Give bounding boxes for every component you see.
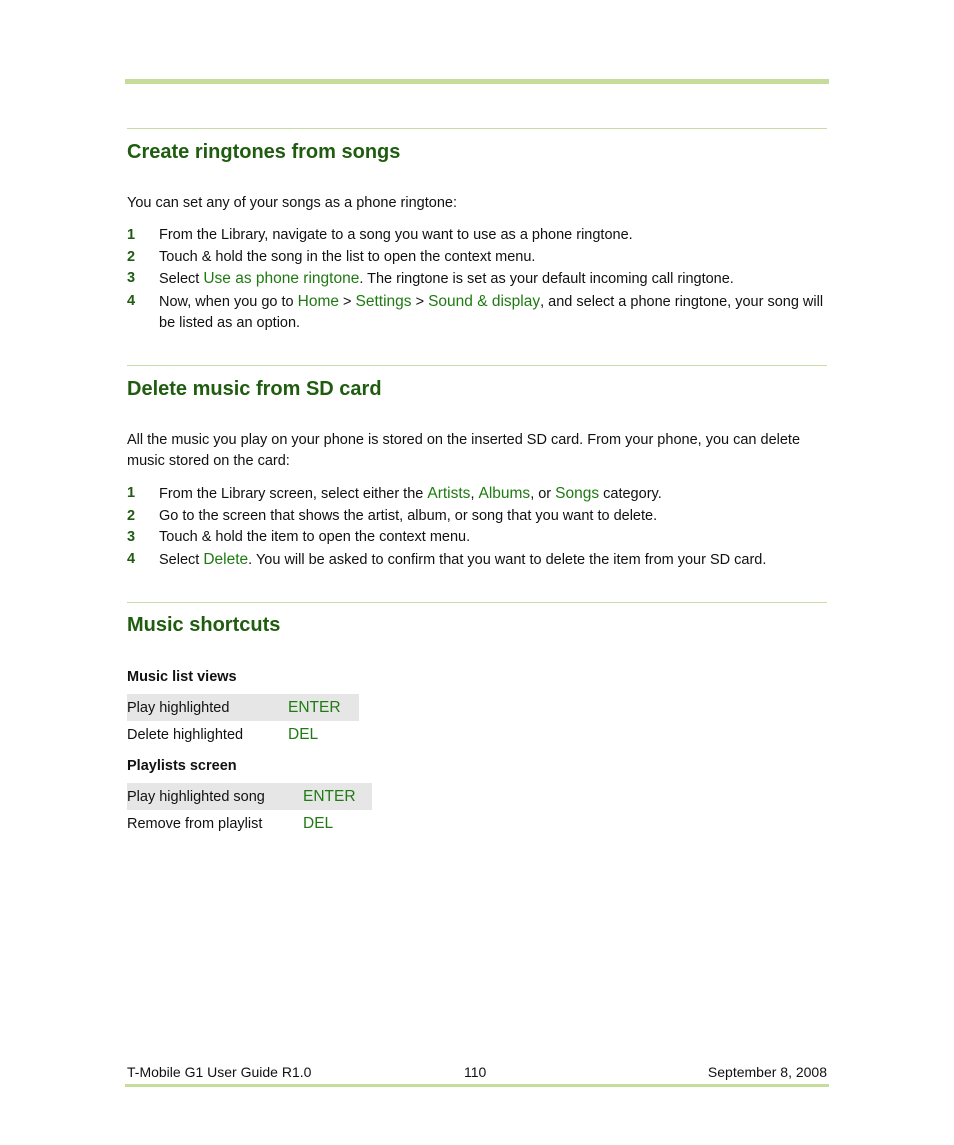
shortcut-action: Play highlighted — [127, 694, 288, 721]
step-number: 3 — [127, 529, 136, 545]
section-divider — [127, 602, 827, 603]
step-text: Go to the screen that shows the artist, album, or song that you want to delete. — [159, 507, 658, 524]
ui-term-use-as-ringtone: Use as phone ringtone — [203, 270, 360, 287]
step-number: 1 — [127, 227, 136, 243]
step-text-pre: Now, when you go to — [159, 293, 298, 310]
shortcut-action: Play highlighted song — [127, 783, 303, 810]
step-number: 2 — [127, 507, 136, 524]
table-row — [127, 721, 359, 748]
step-text-pre: Select — [159, 271, 204, 287]
table-row — [127, 694, 359, 721]
ui-term-artists: Artists — [427, 485, 471, 502]
step-text-pre: Select — [159, 551, 204, 568]
ui-term-home: Home — [297, 292, 340, 310]
shortcut-key: ENTER — [288, 694, 359, 721]
step-number: 1 — [127, 485, 136, 501]
footer-page-number: 110 — [464, 1064, 487, 1080]
table-row — [127, 810, 372, 837]
section-divider — [127, 365, 827, 366]
steps-list — [127, 225, 827, 335]
step-text-post: , and select a phone ringtone, your song will be listed as an option. — [159, 293, 824, 331]
section-heading-delete-music: Delete music from SD card — [127, 378, 382, 400]
table-row — [127, 783, 372, 810]
ui-term-sound-display: Sound & display — [428, 292, 541, 310]
list-item — [127, 268, 827, 291]
step-number: 4 — [127, 292, 136, 309]
step-text-sep: , or — [530, 486, 556, 502]
table-title-music-list-views: Music list views — [127, 669, 237, 685]
path-separator: > — [339, 293, 356, 310]
steps-list — [127, 483, 827, 571]
shortcut-action: Delete highlighted — [127, 726, 244, 743]
list-item — [127, 291, 827, 335]
step-text-pre: From the Library screen, select either the — [159, 486, 428, 502]
shortcut-action: Remove from playlist — [127, 815, 263, 832]
section-heading-music-shortcuts: Music shortcuts — [127, 614, 281, 636]
ui-term-settings: Settings — [355, 292, 412, 310]
step-number: 3 — [127, 270, 136, 286]
step-text: From the Library, navigate to a song you want to use as a phone ringtone. — [159, 227, 633, 243]
ui-term-delete: Delete — [203, 550, 249, 568]
section-intro: You can set any of your songs as a phone ringtone: — [127, 195, 457, 211]
shortcut-key: DEL — [303, 814, 334, 832]
section-heading-ringtones: Create ringtones from songs — [127, 141, 401, 163]
step-text: Touch & hold the song in the list to open the context menu. — [159, 248, 536, 265]
footer-rule — [125, 1084, 829, 1087]
path-separator: > — [411, 293, 429, 310]
section-divider — [127, 128, 827, 129]
ui-term-albums: Albums — [478, 485, 531, 502]
shortcut-table-playlists — [127, 783, 372, 837]
list-item — [127, 549, 827, 572]
ui-term-songs: Songs — [555, 485, 600, 502]
step-text-post: category. — [599, 486, 662, 502]
shortcut-key: DEL — [288, 725, 319, 743]
step-text: Touch & hold the item to open the context menu. — [159, 529, 471, 545]
step-number: 2 — [127, 248, 136, 265]
list-item — [127, 506, 827, 528]
footer-date: September 8, 2008 — [707, 1064, 827, 1080]
shortcut-key: ENTER — [303, 783, 372, 810]
table-title-playlists-screen: Playlists screen — [127, 758, 237, 774]
step-text-sep: , — [470, 486, 479, 502]
step-text-post: . The ringtone is set as your default incoming call ringtone. — [359, 271, 734, 287]
list-item — [127, 247, 827, 269]
section-intro: All the music you play on your phone is stored on the inserted SD card. From your phone, you can delete music stored on the card: — [127, 432, 801, 469]
header-rule — [125, 79, 829, 84]
list-item — [127, 483, 827, 506]
footer-document-title: T-Mobile G1 User Guide R1.0 — [127, 1064, 312, 1080]
step-number: 4 — [127, 550, 136, 567]
step-text-post: . You will be asked to confirm that you want to delete the item from your SD card. — [248, 551, 767, 568]
list-item — [127, 527, 827, 549]
shortcut-table-music-list — [127, 694, 359, 748]
list-item — [127, 225, 827, 247]
